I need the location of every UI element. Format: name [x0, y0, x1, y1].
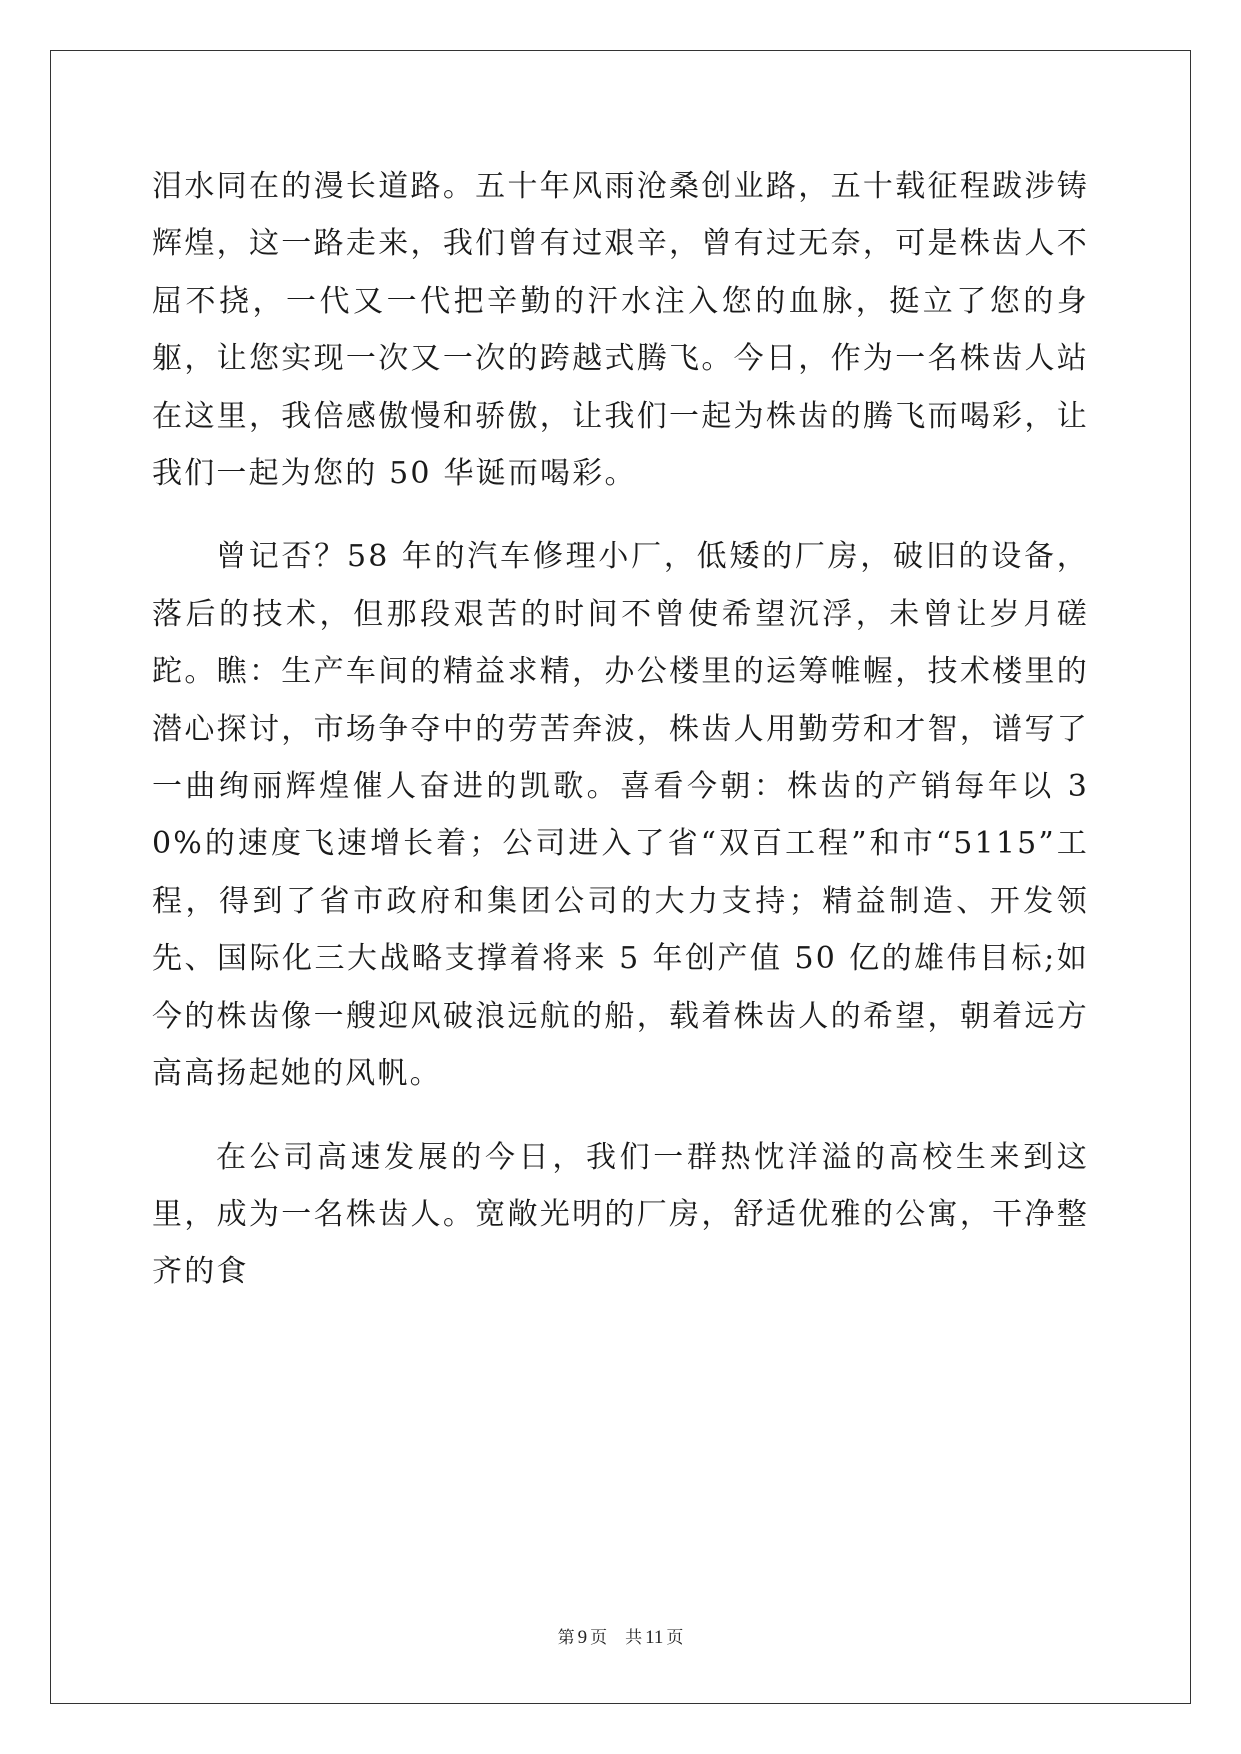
paragraph-2: 曾记否？58 年的汽车修理小厂，低矮的厂房，破旧的设备，落后的技术，但那段艰苦的时间不曾使希望沉浮，未曾让岁月磋跎。瞧：生产车间的精益求精，办公楼里的运筹帷幄，技术楼里的潜心探讨，市场争夺中的劳苦奔波，株齿人用勤劳和才智，谱写了一曲绚丽辉煌催人奋进的凯歌。喜看今朝：株齿的产销每年以 30%的速度飞速增长着；公司进入了省“双百工程”和市“5115”工程，得到了省市政府和集团公司的大力支持；精益制造、开发领先、国际化三大战略支撑着将来 5 年创产值 50 亿的雄伟目标;如今的株齿像一艘迎风破浪远航的船，载着株齿人的希望，朝着远方高高扬起她的风帆。 — [152, 539, 1089, 1092]
page-label: 页 — [590, 1628, 608, 1648]
document-body — [152, 158, 1089, 1301]
page-current: 9 — [577, 1627, 588, 1648]
page-total: 11 — [645, 1627, 664, 1648]
total-prefix: 共 — [625, 1628, 643, 1648]
paragraph-1: 泪水同在的漫长道路。五十年风雨沧桑创业路，五十载征程跋涉铸辉煌，这一路走来，我们曾有过艰辛，曾有过无奈，可是株齿人不屈不挠，一代又一代把辛勤的汗水注入您的血脉，挺立了您的身躯，让您实现一次又一次的跨越式腾飞。今日，作为一名株齿人站在这里，我倍感傲慢和骄傲，让我们一起为株齿的腾飞而喝彩，让我们一起为您的 50 华诞而喝彩。 — [152, 169, 1089, 492]
total-label: 页 — [666, 1628, 684, 1648]
page-footer — [0, 1628, 1241, 1648]
page-prefix: 第 — [557, 1628, 575, 1648]
paragraph-3: 在公司高速发展的今日，我们一群热忱洋溢的高校生来到这里，成为一名株齿人。宽敞光明的厂房，舒适优雅的公寓，干净整齐的食 — [152, 1139, 1089, 1290]
